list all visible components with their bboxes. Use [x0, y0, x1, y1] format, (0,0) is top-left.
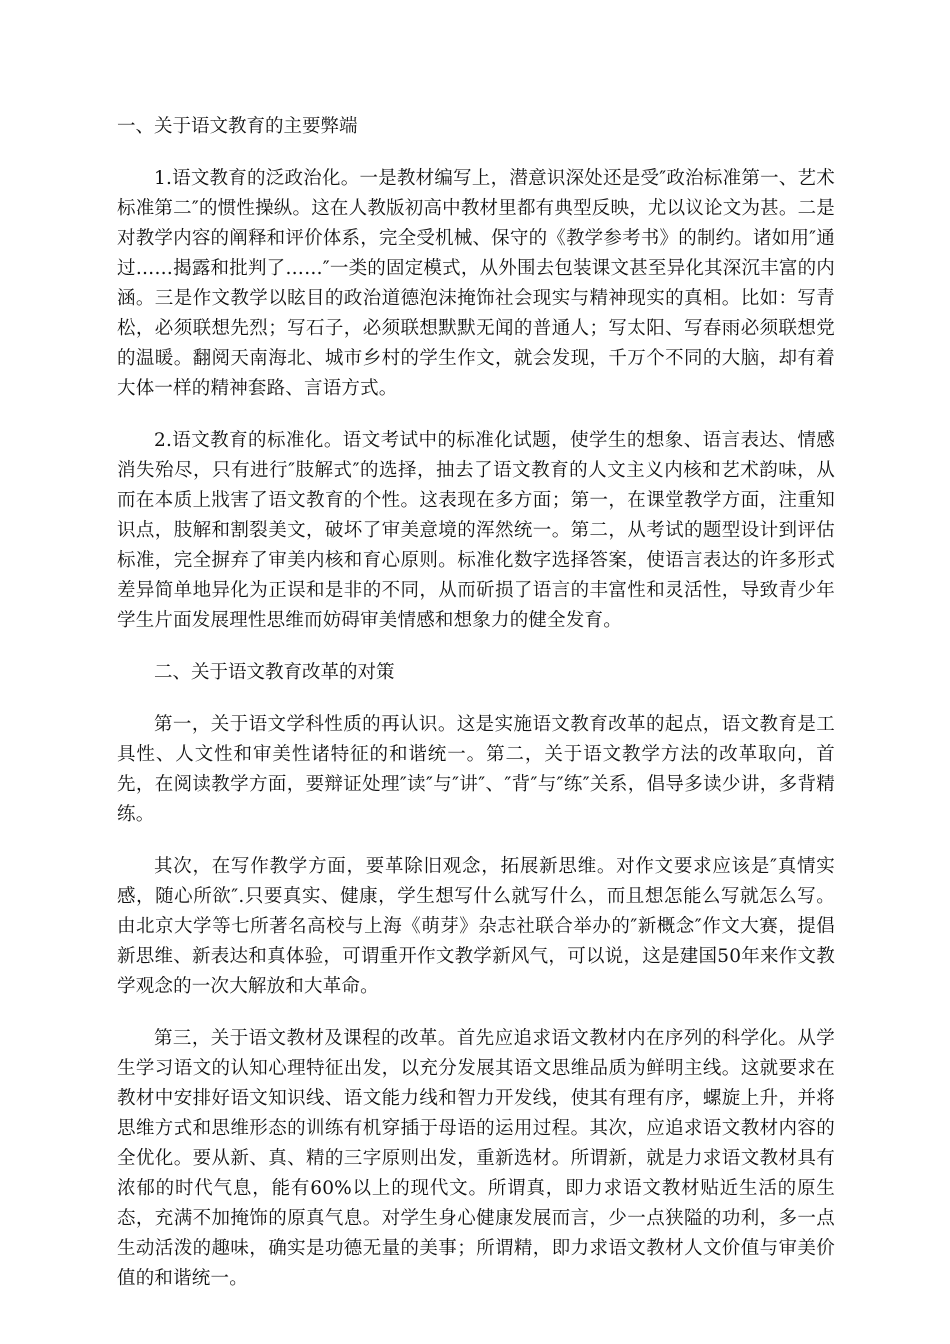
- document-body: [117, 112, 835, 1316]
- section-heading-2: 二、关于语文教育改革的对策: [154, 662, 395, 683]
- paragraph-2-1: 第一，关于语文学科性质的再认识。这是实施语文教育改革的起点，语文教育是工具性、人文性和审美性诸特征的和谐统一。第二，关于语文教学方法的改革取向，首先，在阅读教学方面，要辩证处理″读″与″讲″、″背″与″练″关系，倡导多读少讲，多背精练。: [117, 714, 835, 825]
- paragraph-2-3: 第三，关于语文教材及课程的改革。首先应追求语文教材内在序列的科学化。从学生学习语文的认知心理特征出发，以充分发展其语文思维品质为鲜明主线。这就要求在教材中安排好语文知识线、语文能力线和智力开发线，使其有理有序，螺旋上升，并将思维方式和思维形态的训练有机穿插于母语的运用过程。其次，应追求语文教材内容的全优化。要从新、真、精的三字原则出发，重新选材。所谓新，就是力求语文教材具有浓郁的时代气息，能有60%以上的现代文。所谓真，即力求语文教材贴近生活的原生态，充满不加掩饰的原真气息。对学生身心健康发展而言，少一点狭隘的功利，多一点生动活泼的趣味，确实是功德无量的美事；所谓精，即力求语文教材人文价值与审美价值的和谐统一。: [117, 1028, 835, 1289]
- section-heading-1: 一、关于语文教育的主要弊端: [117, 116, 358, 137]
- paragraph-1-2: 2.语文教育的标准化。语文考试中的标准化试题，使学生的想象、语言表达、情感消失殆尽，只有进行″肢解式″的选择，抽去了语文教育的人文主义内核和艺术韵味，从而在本质上戕害了语文教育的个性。这表现在多方面；第一，在课堂教学方面，注重知识点，肢解和割裂美文，破坏了审美意境的浑然统一。第二，从考试的题型设计到评估标准，完全摒弃了审美内核和育心原则。标准化数字选择答案，使语言表达的许多形式差异简单地异化为正误和是非的不同，从而斫损了语言的丰富性和灵活性，导致青少年学生片面发展理性思维而妨碍审美情感和想象力的健全发育。: [117, 430, 835, 631]
- paragraph-2-2: 其次，在写作教学方面，要革除旧观念，拓展新思维。对作文要求应该是″真情实感，随心所欲″.只要真实、健康，学生想写什么就写什么，而且想怎能么写就怎么写。由北京大学等七所著名高校与上海《萌芽》杂志社联合举办的″新概念″作文大赛，提倡新思维、新表达和真体验，可谓重开作文教学新风气，可以说，这是建国50年来作文教学观念的一次大解放和大革命。: [117, 856, 835, 997]
- paragraph-1-1: 1.语文教育的泛政治化。一是教材编写上，潜意识深处还是受″政治标准第一、艺术标准第二″的惯性操纵。这在人教版初高中教材里都有典型反映，尤以议论文为甚。二是对教学内容的阐释和评价体系，完全受机械、保守的《教学参考书》的制约。诸如用″通过……揭露和批判了……″一类的固定模式，从外围去包装课文甚至异化其深沉丰富的内涵。三是作文教学以眩目的政治道德泡沫掩饰社会现实与精神现实的真相。比如：写青松，必须联想先烈；写石子，必须联想默默无闻的普通人；写太阳、写春雨必须联想党的温暖。翻阅天南海北、城市乡村的学生作文，就会发现，千万个不同的大脑，却有着大体一样的精神套路、言语方式。: [117, 168, 835, 399]
